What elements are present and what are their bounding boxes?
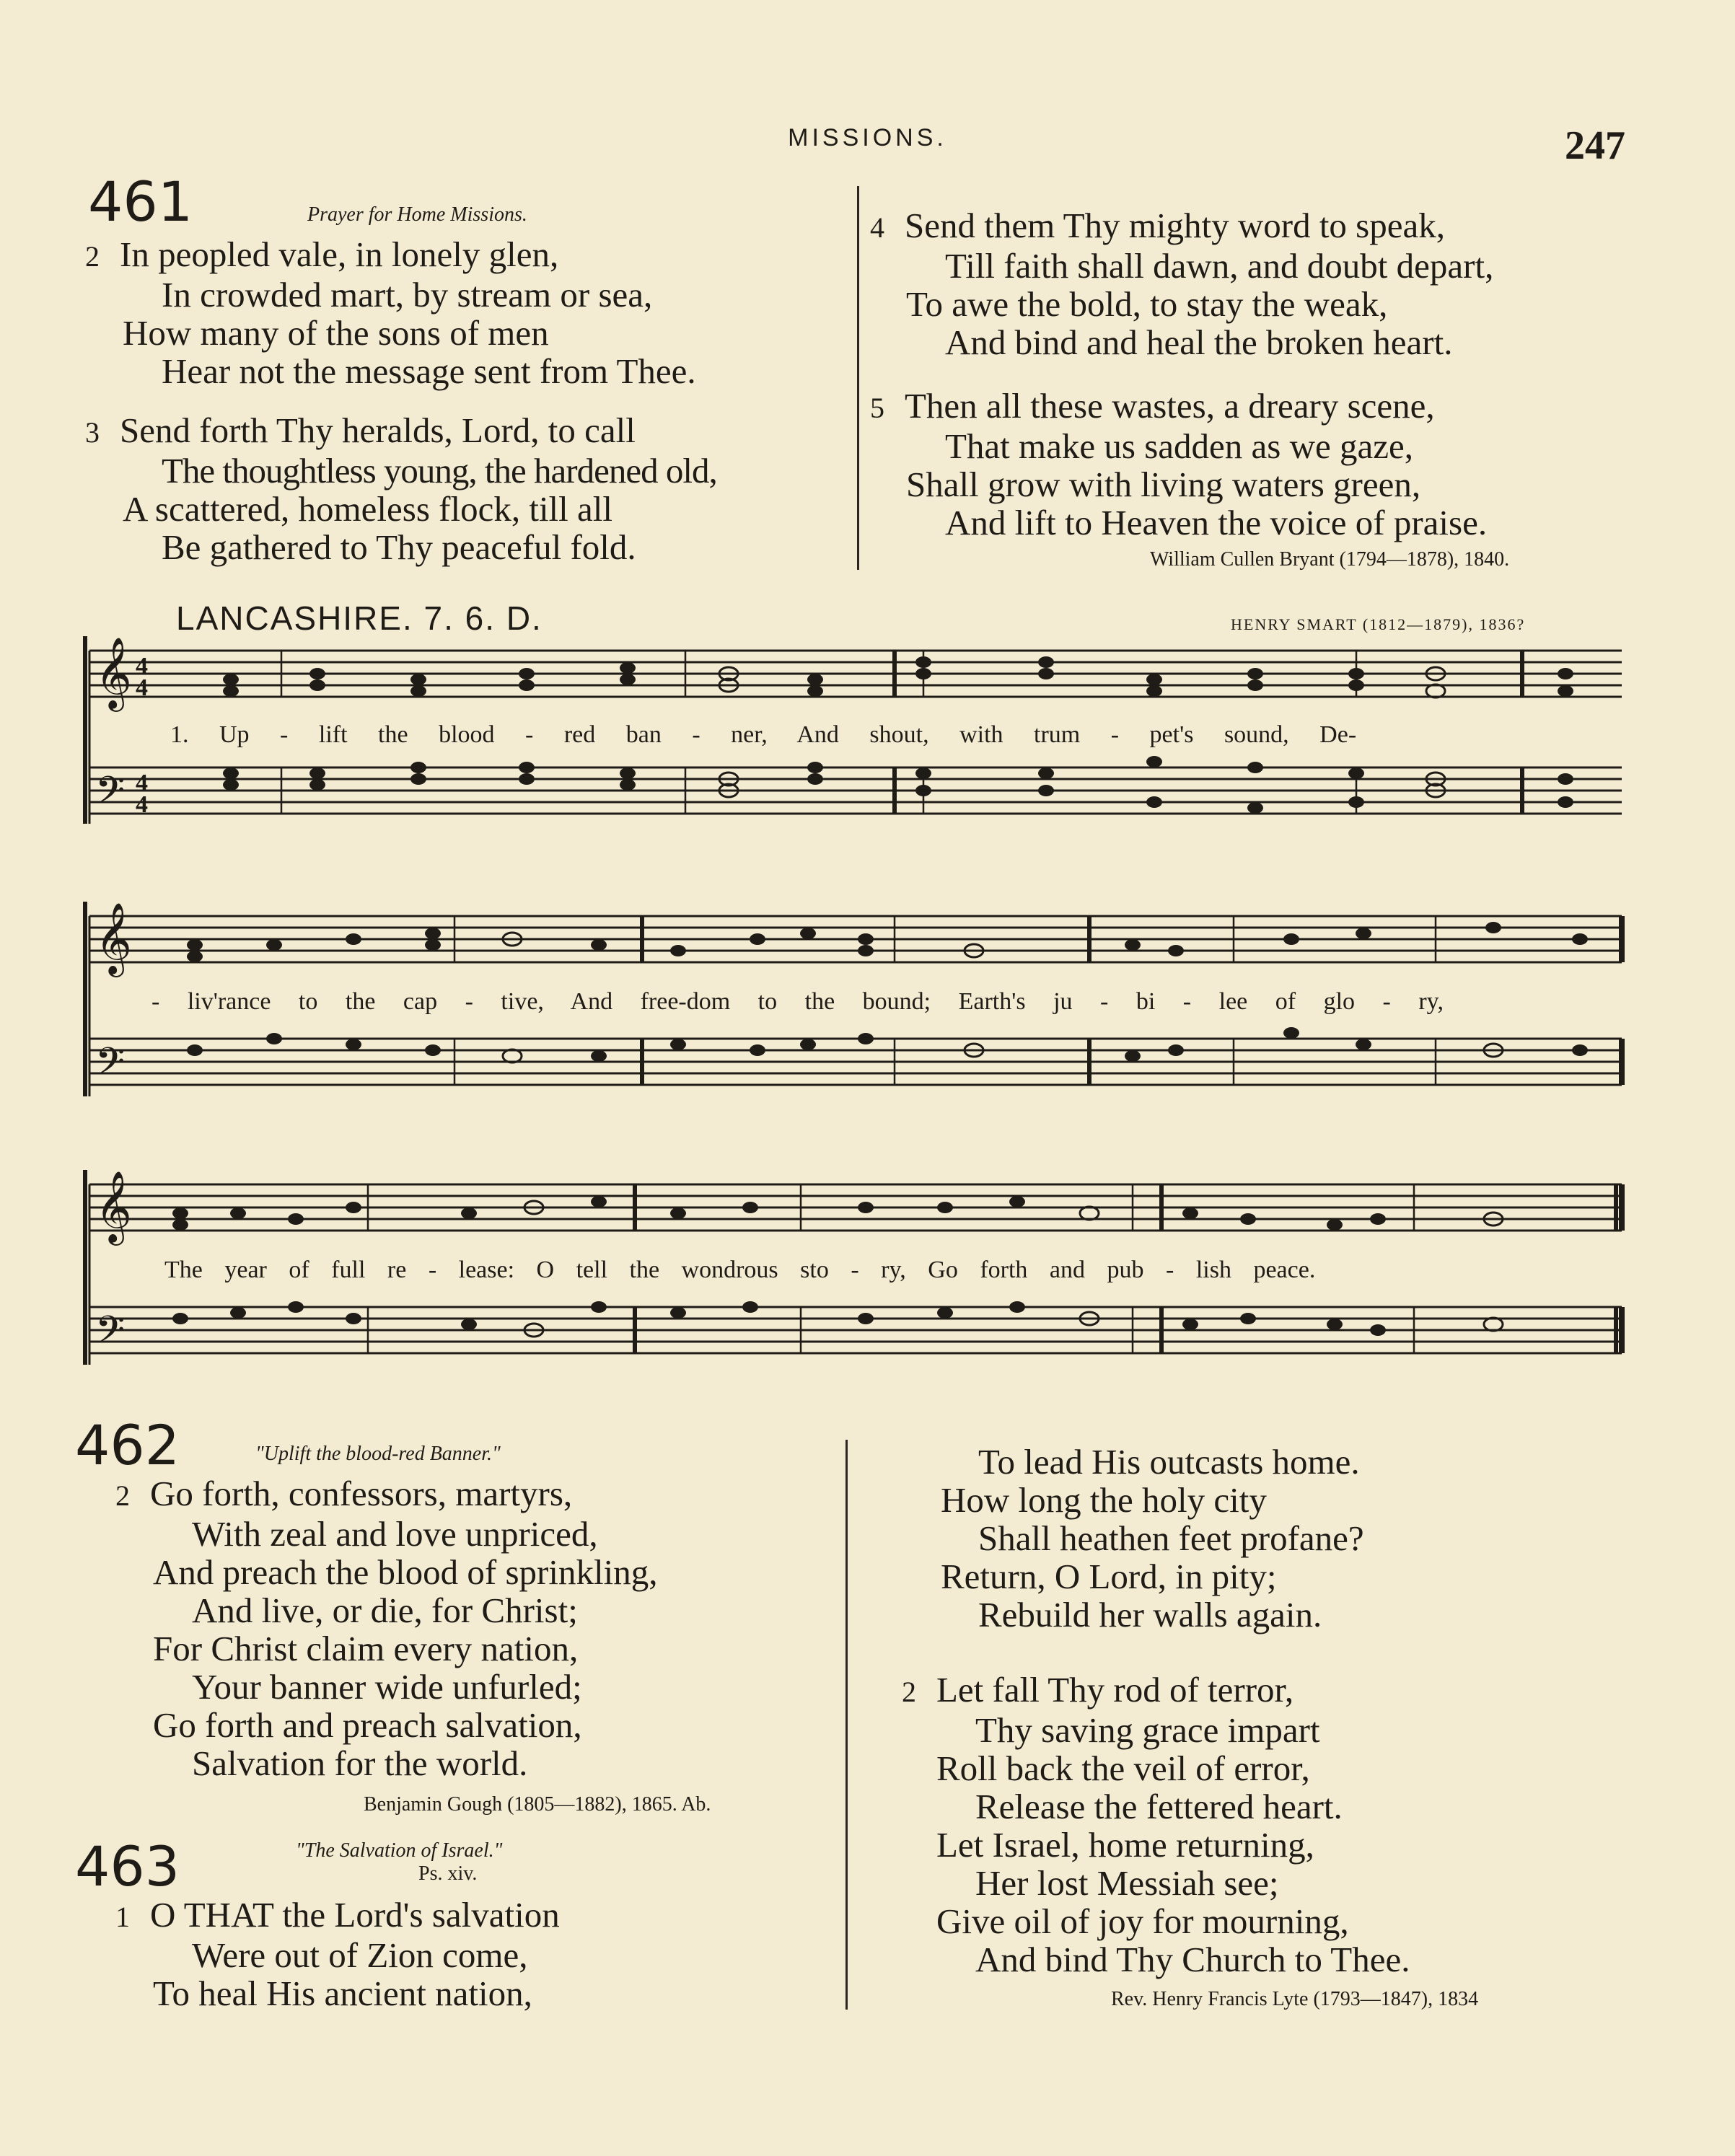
hymn-title-462: "Uplift the blood-red Banner." bbox=[255, 1443, 501, 1465]
tune-name: LANCASHIRE. 7. 6. D. bbox=[176, 599, 543, 637]
svg-text:4: 4 bbox=[136, 770, 148, 796]
svg-text:𝄢: 𝄢 bbox=[95, 1308, 126, 1362]
tune-composer: HENRY SMART (1812—1879), 1836? bbox=[1231, 615, 1526, 633]
svg-text:4: 4 bbox=[136, 674, 148, 701]
svg-text:𝄢: 𝄢 bbox=[95, 1040, 126, 1094]
hymn-461-verse-5: 5 Then all these wastes, a dreary scene, That make us sadden as we gaze, Shall grow with living waters green, And lift to Heaven the voice of praise. bbox=[870, 386, 1488, 542]
hymn-461-credit: William Cullen Bryant (1794—1878), 1840. bbox=[1150, 548, 1510, 571]
svg-text:4: 4 bbox=[136, 791, 148, 818]
svg-text:𝄞: 𝄞 bbox=[95, 1171, 132, 1243]
hymn-463-verse-1: 1 O THAT the Lord's salvation Were out of Zion come, To heal His ancient nation, bbox=[115, 1895, 560, 2013]
hymn-463-verse-1-continued: To lead His outcasts home. How long the holy city Shall heathen feet profane? Return, O Lord, in pity; Rebuild her walls again. bbox=[941, 1442, 1364, 1634]
hymn-462-credit: Benjamin Gough (1805—1882), 1865. Ab. bbox=[364, 1793, 711, 1816]
svg-text:𝄞: 𝄞 bbox=[95, 902, 132, 974]
hymn-463-verse-2: 2 Let fall Thy rod of terror, Thy saving grace impart Roll back the veil of error, Release the fettered heart. Let Israel, home returning, Her lost Messiah see; Give oil of joy for mourning, And bind Thy Church to Thee. bbox=[902, 1670, 1410, 1979]
svg-text:𝄢: 𝄢 bbox=[95, 769, 126, 822]
hymn-number-463: 463 bbox=[75, 1834, 180, 1898]
running-head: MISSIONS. bbox=[788, 124, 947, 151]
hymn-title-463: "The Salvation of Israel." bbox=[296, 1839, 503, 1862]
lyric-line-3: The year of full re - lease: O tell the wondrous sto - ry, Go forth and pub - lish peace. bbox=[164, 1257, 1316, 1283]
svg-text:𝄞: 𝄞 bbox=[95, 637, 132, 709]
hymn-title-461: Prayer for Home Missions. bbox=[307, 203, 527, 226]
column-divider-bottom bbox=[845, 1440, 848, 2010]
lyric-line-2: - liv'rance to the cap - tive, And free-dom to the bound; Earth's ju - bi - lee of glo - ry, bbox=[151, 988, 1444, 1015]
hymn-461-verse-2: 2 In peopled vale, in lonely glen, In crowded mart, by stream or sea, How many of the sons of men Hear not the message sent from Thee. bbox=[85, 234, 696, 391]
hymn-461-verse-3: 3 Send forth Thy heralds, Lord, to call The thoughtless young, the hardened old, A scattered, homeless flock, till all Be gathered to Thy peaceful fold. bbox=[85, 410, 717, 567]
lyric-line-1: 1. Up - lift the blood - red ban - ner, And shout, with trum - pet's sound, De- bbox=[170, 721, 1357, 748]
page-number: 247 bbox=[1565, 123, 1625, 168]
hymn-463-credit: Rev. Henry Francis Lyte (1793—1847), 1834 bbox=[1111, 1988, 1479, 2010]
hymn-462-verse-2: 2 Go forth, confessors, martyrs, With zeal and love unpriced, And preach the blood of sprinkling, And live, or die, for Christ; For Christ claim every nation, Your banner wide unfurled; Go forth and preach salvation, Salvation for the world. bbox=[115, 1474, 658, 1783]
column-divider-top bbox=[857, 186, 859, 570]
hymn-461-verse-4: 4 Send them Thy mighty word to speak, Till faith shall dawn, and doubt depart, To awe the bold, to stay the weak, And bind and heal the broken heart. bbox=[870, 206, 1494, 362]
hymn-number-462: 462 bbox=[75, 1413, 180, 1477]
svg-text:4: 4 bbox=[136, 653, 148, 679]
hymn-number-461: 461 bbox=[88, 170, 193, 234]
hymn-463-psalm: Ps. xiv. bbox=[418, 1862, 478, 1885]
